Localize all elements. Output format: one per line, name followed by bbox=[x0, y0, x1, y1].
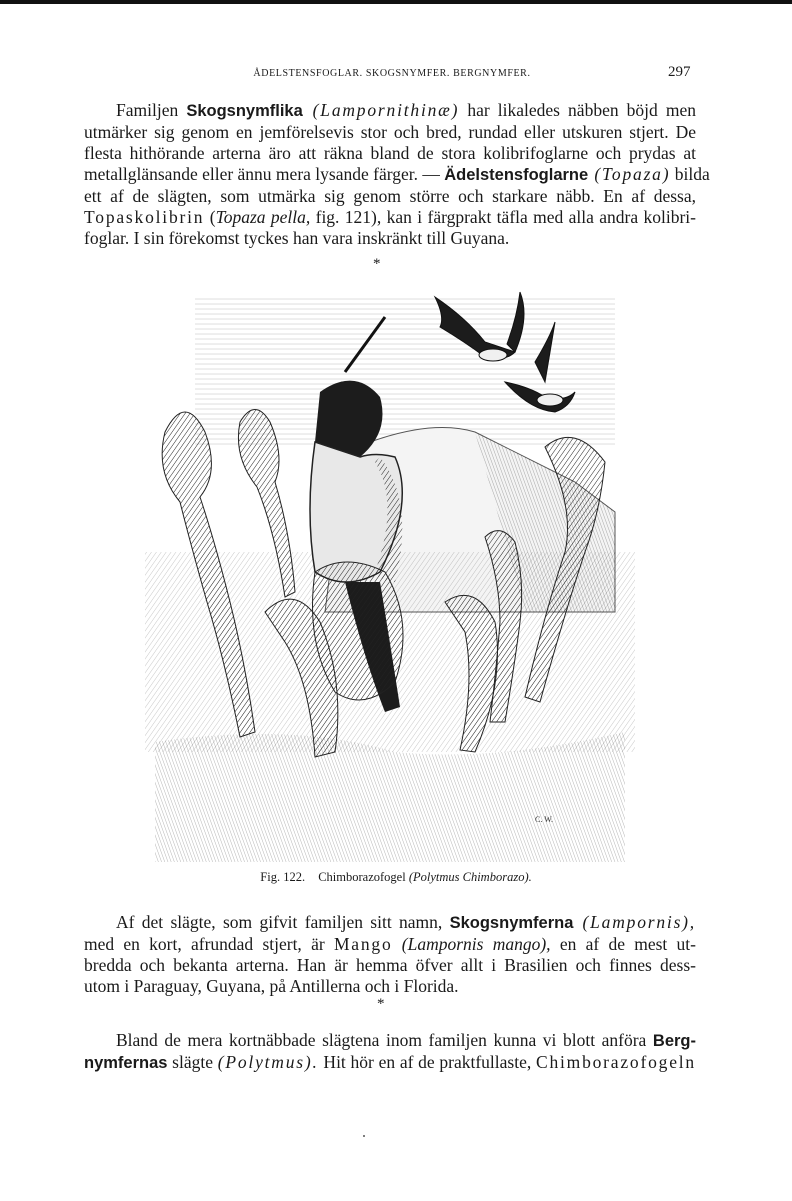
p1-line-3: flesta hithörande arterna äro att räkna bland de stora kolibrifoglarne och prydas at bbox=[84, 143, 696, 163]
term-mango: Mango bbox=[333, 934, 393, 954]
caption-text: Chimborazofogel bbox=[318, 870, 406, 884]
hummingbird-engraving bbox=[145, 282, 635, 862]
term-skogsnymflika: Skogsnymflika bbox=[186, 102, 303, 120]
p2-text: Af det slägte, som gifvit familjen sitt namn, bbox=[116, 912, 450, 932]
p1-text: fig. 121), kan i färgprakt täfla med alla andra kolibri- bbox=[310, 207, 696, 227]
p1-text: metallglänsande eller ännu mera lysande färger. — bbox=[84, 164, 445, 184]
latin-lampornithinae: (Lampornithinæ) bbox=[302, 100, 460, 120]
p1-line-5: ett af de slägten, som utmärka sig genom större och starkare näbb. En af dessa, bbox=[84, 186, 696, 206]
p3-text: slägte bbox=[167, 1052, 218, 1072]
p1-text: har likaledes näbben böjd men bbox=[459, 100, 696, 120]
term-nymfernas: nymfernas bbox=[84, 1054, 168, 1072]
p1-text: ( bbox=[204, 207, 216, 227]
p1-line-1 bbox=[116, 100, 696, 122]
p2-text: med en kort, afrundad stjert, är bbox=[84, 934, 334, 954]
term-topaskolibrin: Topaskolibrin bbox=[84, 207, 205, 227]
asterisk-separator-2: * bbox=[377, 996, 385, 1012]
asterisk-separator: * bbox=[373, 256, 381, 272]
latin-topaza: (Topaza) bbox=[588, 164, 671, 184]
p2-line-3: bredda och bekanta arterna. Han är hemma öfver allt i Brasilien och finnes dess- bbox=[84, 955, 696, 975]
latin-topaza-pella: Topaza pella, bbox=[215, 207, 311, 227]
p1-line-6 bbox=[84, 207, 696, 228]
term-berg: Berg- bbox=[652, 1032, 696, 1050]
stray-mark bbox=[363, 1135, 365, 1137]
p1-text: bilda bbox=[670, 164, 710, 184]
p1-line-7: foglar. I sin förekomst tyckes han vara inskränkt till Guyana. bbox=[84, 228, 510, 248]
figure-caption bbox=[0, 870, 792, 885]
paragraph-lampornithinae bbox=[84, 100, 710, 249]
term-chimborazofogeln: Chimborazofogeln bbox=[535, 1052, 696, 1072]
p3-text: Hit hör en af de praktfullaste, bbox=[318, 1052, 536, 1072]
p2-line-4: utom i Paraguay, Guyana, på Antillerna och i Florida. bbox=[84, 976, 459, 996]
artist-signature: C. W. bbox=[535, 815, 554, 824]
p2-line-2 bbox=[84, 934, 696, 955]
p1-line-4 bbox=[84, 164, 710, 186]
term-skogsnymferna: Skogsnymferna bbox=[449, 914, 574, 932]
term-adelstensfoglarne: Ädelstensfoglarne bbox=[444, 166, 589, 184]
page-number: 297 bbox=[668, 64, 691, 80]
paragraph-polytmus bbox=[84, 1030, 696, 1074]
latin-lampornis-mango: (Lampornis mango), bbox=[392, 934, 551, 954]
p3-text: Bland de mera kortnäbbade slägtena inom familjen kunna vi blott anföra bbox=[116, 1030, 653, 1050]
top-border bbox=[0, 0, 792, 4]
p2-text: en af de mest ut- bbox=[550, 934, 696, 954]
running-head bbox=[0, 64, 792, 82]
p3-line-2 bbox=[84, 1052, 696, 1074]
paragraph-lampornis bbox=[84, 912, 696, 997]
latin-polytmus: (Polytmus). bbox=[217, 1052, 319, 1072]
p2-line-1 bbox=[116, 912, 696, 934]
p1-text: Familjen bbox=[116, 100, 187, 120]
p1-line-2: utmärker sig genom en jemförelsevis stor och bred, rundad eller utskuren stjert. De bbox=[84, 122, 696, 142]
p3-line-1 bbox=[116, 1030, 696, 1052]
caption-species: (Polytmus Chimborazo). bbox=[408, 870, 532, 884]
running-head-title: ÅDELSTENSFOGLAR. SKOGSNYMFER. BERGNYMFER. bbox=[253, 68, 531, 79]
latin-lampornis: (Lampornis), bbox=[573, 912, 696, 932]
figure-label: Fig. 122. bbox=[260, 870, 306, 884]
